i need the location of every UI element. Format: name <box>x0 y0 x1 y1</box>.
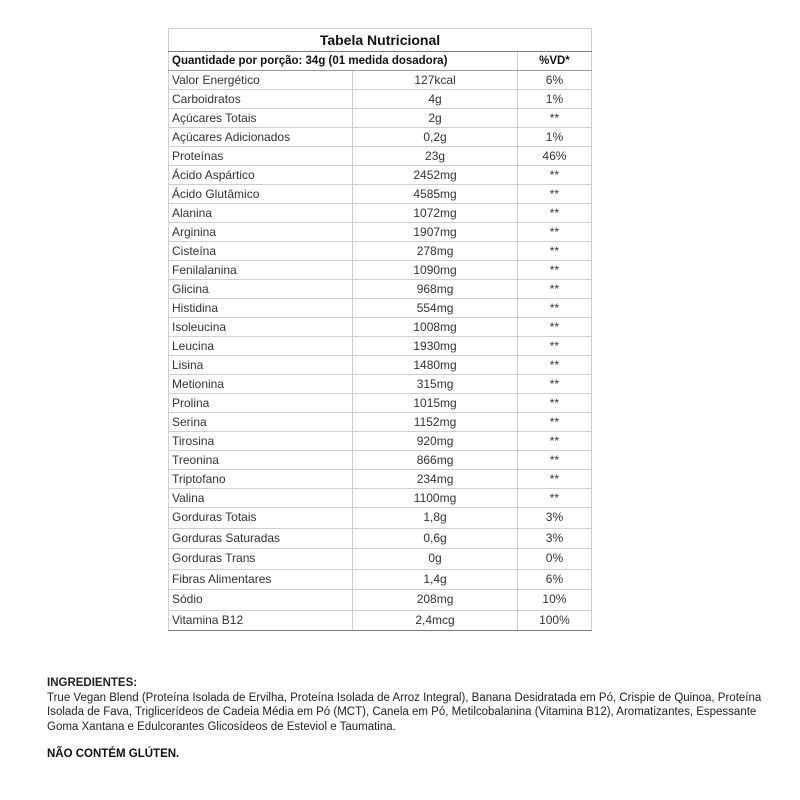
portion-header: Quantidade por porção: 34g (01 medida dosadora) <box>169 52 518 71</box>
nutrient-name: Treonina <box>169 451 353 470</box>
nutrient-name: Metionina <box>169 375 353 394</box>
nutrient-daily-value: ** <box>517 451 591 470</box>
nutrient-quantity: 1,8g <box>353 508 518 529</box>
nutrient-daily-value: 0% <box>517 549 591 570</box>
nutrient-name: Leucina <box>169 337 353 356</box>
nutrient-name: Carboidratos <box>169 90 353 109</box>
nutrient-quantity: 2452mg <box>353 166 518 185</box>
nutrient-daily-value: ** <box>517 223 591 242</box>
nutrient-daily-value: 1% <box>517 128 591 147</box>
nutrient-quantity: 1907mg <box>353 223 518 242</box>
table-row <box>169 451 592 470</box>
table-row <box>169 90 592 109</box>
nutrient-daily-value: ** <box>517 318 591 337</box>
nutrient-quantity: 1072mg <box>353 204 518 223</box>
table-row <box>169 432 592 451</box>
vd-header: %VD* <box>517 52 591 71</box>
table-row <box>169 166 592 185</box>
nutrient-quantity: 2g <box>353 109 518 128</box>
nutrient-quantity: 1100mg <box>353 489 518 508</box>
table-row <box>169 185 592 204</box>
nutrient-daily-value: 100% <box>517 610 591 631</box>
nutrient-name: Sódio <box>169 590 353 611</box>
nutrient-quantity: 208mg <box>353 590 518 611</box>
nutrient-daily-value: 46% <box>517 147 591 166</box>
nutrient-name: Lisina <box>169 356 353 375</box>
nutrient-daily-value: ** <box>517 280 591 299</box>
nutrient-daily-value: ** <box>517 470 591 489</box>
nutrient-quantity: 1930mg <box>353 337 518 356</box>
nutrient-quantity: 920mg <box>353 432 518 451</box>
nutrient-quantity: 278mg <box>353 242 518 261</box>
nutrient-daily-value: ** <box>517 337 591 356</box>
nutrient-name: Ácido Aspártico <box>169 166 353 185</box>
nutrient-daily-value: ** <box>517 394 591 413</box>
nutrient-name: Gorduras Trans <box>169 549 353 570</box>
nutrient-quantity: 1090mg <box>353 261 518 280</box>
nutrient-name: Tirosina <box>169 432 353 451</box>
nutrient-quantity: 1015mg <box>353 394 518 413</box>
nutrition-table <box>168 28 592 631</box>
nutrient-name: Vitamina B12 <box>169 610 353 631</box>
table-row <box>169 590 592 611</box>
table-row <box>169 109 592 128</box>
nutrient-quantity: 968mg <box>353 280 518 299</box>
ingredients-text: True Vegan Blend (Proteína Isolada de Ervilha, Proteína Isolada de Arroz Integral), Banana Desidratada em Pó, Crispie de Quinoa, Proteína Isolada de Fava, Triglicerídeos de Cadeia Média em Pó (MCT), Canela em Pó, Metilcobalanina (Vitamina B12), Aromatizantes, Espessante Goma Xantana e Edulcorantes Glicosídeos de Esteviol e Taumatina. <box>47 691 762 733</box>
gluten-notice: NÃO CONTÉM GLÚTEN. <box>47 748 180 760</box>
nutrient-daily-value: 3% <box>517 508 591 529</box>
table-row <box>169 394 592 413</box>
nutrient-daily-value: ** <box>517 242 591 261</box>
nutrient-name: Glicina <box>169 280 353 299</box>
nutrient-name: Valina <box>169 489 353 508</box>
nutrient-daily-value: 1% <box>517 90 591 109</box>
nutrient-name: Cisteína <box>169 242 353 261</box>
table-row <box>169 242 592 261</box>
nutrient-name: Prolina <box>169 394 353 413</box>
table-row <box>169 375 592 394</box>
nutrient-name: Açúcares Adicionados <box>169 128 353 147</box>
nutrient-daily-value: ** <box>517 185 591 204</box>
table-row <box>169 261 592 280</box>
nutrient-name: Valor Energético <box>169 71 353 90</box>
nutrient-daily-value: ** <box>517 413 591 432</box>
nutrient-daily-value: 6% <box>517 569 591 590</box>
nutrient-quantity: 0,6g <box>353 528 518 549</box>
table-row <box>169 549 592 570</box>
table-row <box>169 280 592 299</box>
nutrient-daily-value: ** <box>517 356 591 375</box>
nutrient-quantity: 1008mg <box>353 318 518 337</box>
table-row <box>169 528 592 549</box>
nutrient-daily-value: ** <box>517 166 591 185</box>
nutrient-daily-value: ** <box>517 261 591 280</box>
ingredients-section <box>47 676 767 734</box>
nutrient-name: Gorduras Saturadas <box>169 528 353 549</box>
nutrient-name: Proteínas <box>169 147 353 166</box>
nutrient-daily-value: ** <box>517 204 591 223</box>
table-row <box>169 356 592 375</box>
nutrient-quantity: 2,4mcg <box>353 610 518 631</box>
nutrient-quantity: 127kcal <box>353 71 518 90</box>
nutrient-name: Triptofano <box>169 470 353 489</box>
nutrient-quantity: 1,4g <box>353 569 518 590</box>
table-row <box>169 71 592 90</box>
table-row <box>169 223 592 242</box>
nutrient-quantity: 4g <box>353 90 518 109</box>
nutrition-rows <box>169 71 592 631</box>
table-header-row <box>169 52 592 71</box>
nutrient-name: Fenilalanina <box>169 261 353 280</box>
nutrient-daily-value: 10% <box>517 590 591 611</box>
nutrient-quantity: 0,2g <box>353 128 518 147</box>
nutrient-name: Arginina <box>169 223 353 242</box>
nutrient-name: Açúcares Totais <box>169 109 353 128</box>
table-row <box>169 470 592 489</box>
nutrient-quantity: 554mg <box>353 299 518 318</box>
table-row <box>169 128 592 147</box>
nutrient-daily-value: ** <box>517 109 591 128</box>
nutrient-quantity: 315mg <box>353 375 518 394</box>
nutrient-quantity: 1480mg <box>353 356 518 375</box>
table-row <box>169 299 592 318</box>
nutrient-name: Fibras Alimentares <box>169 569 353 590</box>
table-row <box>169 204 592 223</box>
nutrient-quantity: 866mg <box>353 451 518 470</box>
nutrient-daily-value: ** <box>517 375 591 394</box>
nutrient-daily-value: ** <box>517 299 591 318</box>
nutrient-name: Serina <box>169 413 353 432</box>
nutrient-daily-value: ** <box>517 489 591 508</box>
nutrient-name: Gorduras Totais <box>169 508 353 529</box>
nutrient-name: Histidina <box>169 299 353 318</box>
nutrient-quantity: 4585mg <box>353 185 518 204</box>
table-row <box>169 337 592 356</box>
table-row <box>169 569 592 590</box>
table-title: Tabela Nutricional <box>169 29 592 52</box>
ingredients-title: INGREDIENTES: <box>47 677 138 689</box>
nutrient-quantity: 234mg <box>353 470 518 489</box>
nutrient-daily-value: 3% <box>517 528 591 549</box>
nutrient-name: Alanina <box>169 204 353 223</box>
nutrient-daily-value: ** <box>517 432 591 451</box>
nutrient-name: Ácido Glutâmico <box>169 185 353 204</box>
nutrient-quantity: 0g <box>353 549 518 570</box>
table-row <box>169 610 592 631</box>
nutrient-quantity: 1152mg <box>353 413 518 432</box>
nutrient-name: Isoleucina <box>169 318 353 337</box>
nutrient-quantity: 23g <box>353 147 518 166</box>
table-row <box>169 413 592 432</box>
table-row <box>169 147 592 166</box>
table-row <box>169 508 592 529</box>
table-row <box>169 489 592 508</box>
table-row <box>169 318 592 337</box>
nutrient-daily-value: 6% <box>517 71 591 90</box>
